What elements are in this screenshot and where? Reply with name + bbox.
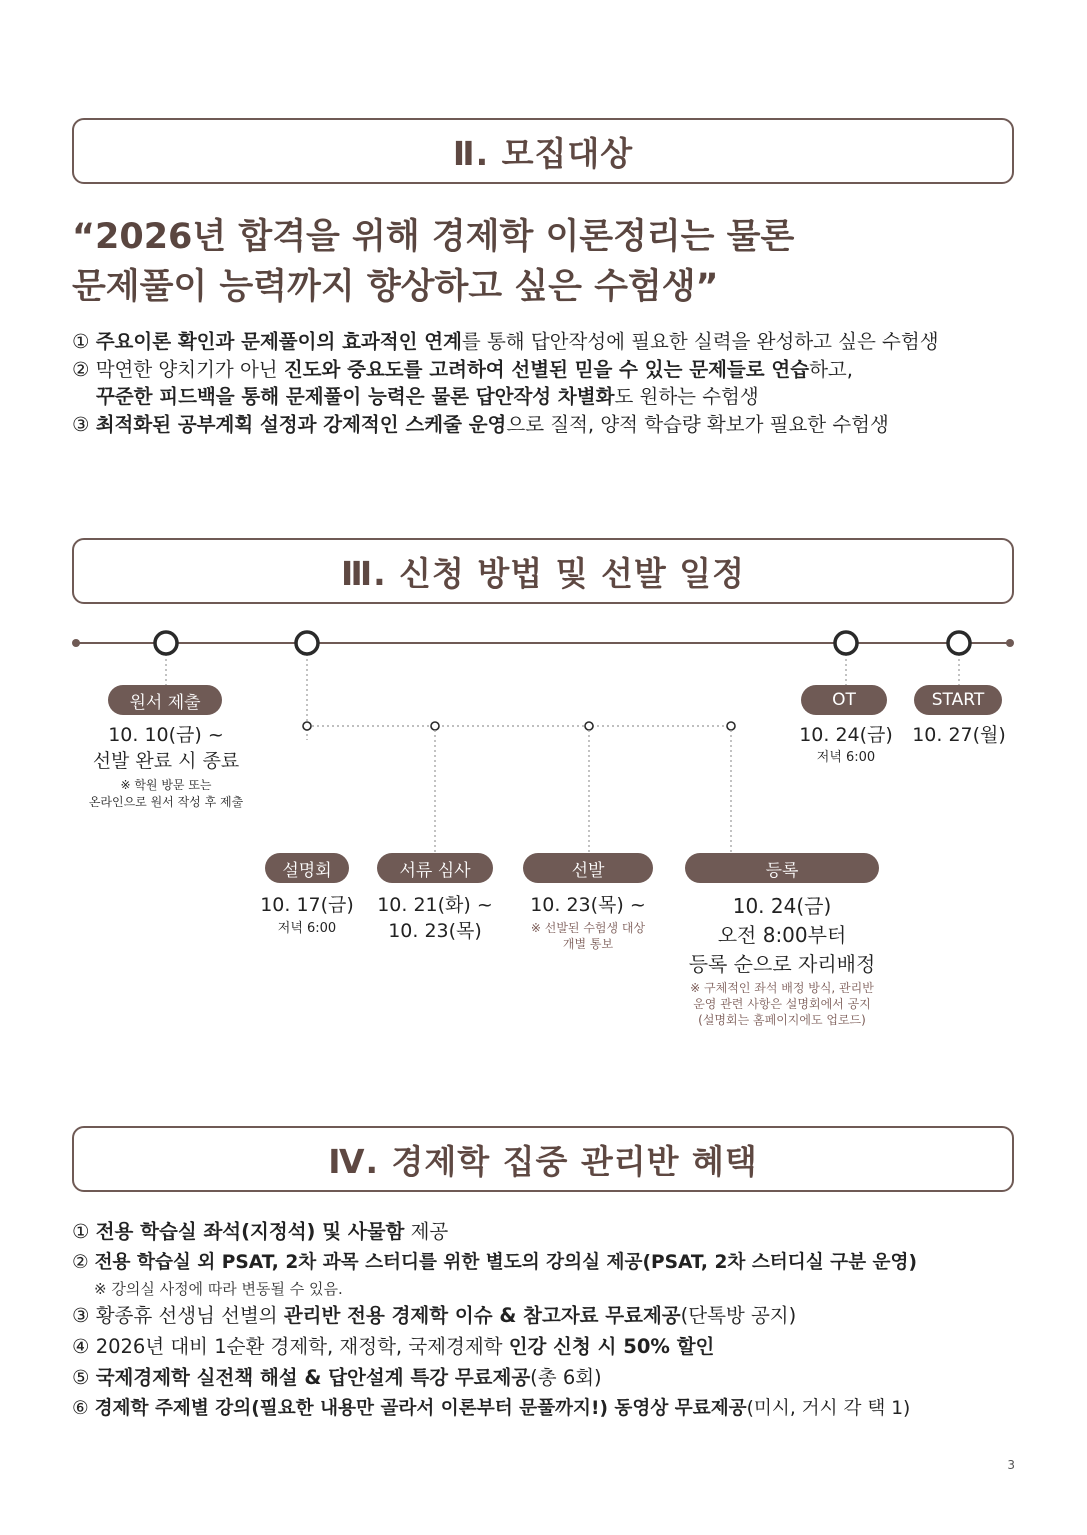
page-number: 3 <box>1007 1458 1015 1472</box>
timeline-start-dot <box>72 639 80 647</box>
benefits-list <box>72 1216 917 1424</box>
list-item: ⑤ 국제경제학 실전책 해설 & 답안설계 특강 무료제공(총 6회) <box>72 1366 602 1389</box>
section-4-header <box>72 1126 1014 1192</box>
review-date: 10. 21(화) ~ 10. 23(목) <box>377 894 493 942</box>
briefing-label: 설명회 <box>265 853 349 883</box>
section-2-header <box>72 118 1014 184</box>
list-item: ② 전용 학습실 외 PSAT, 2차 과목 스터디를 위한 별도의 강의실 제공(PSAT, 2차 스터디실 구분 운영) <box>72 1252 917 1273</box>
list-item: ④ 2026년 대비 1순환 경제학, 재정학, 국제경제학 인강 신청 시 50% 할인 <box>72 1335 715 1358</box>
briefing-branch-node <box>296 632 318 654</box>
briefing-sub-node <box>303 722 311 730</box>
ot-node <box>835 632 857 654</box>
apply-label: 원서 제출 <box>108 685 222 715</box>
list-item: ① 전용 학습실 좌석(지정석) 및 사물함 제공 <box>72 1220 449 1243</box>
review-label: 서류 심사 <box>377 853 493 883</box>
target-list <box>72 328 939 438</box>
timeline-end-dot <box>1006 639 1014 647</box>
select-date: 10. 23(목) ~ <box>530 894 646 916</box>
start-date: 10. 27(월) <box>912 724 1006 746</box>
register-date: 10. 24(금) 오전 8:00부터 등록 순으로 자리배정 <box>688 894 876 976</box>
apply-node <box>155 632 177 654</box>
quote-line-2: 문제풀이 능력까지 향상하고 싶은 수험생” <box>72 267 719 307</box>
select-label: 선발 <box>523 853 653 883</box>
select-note: ※ 선발된 수험생 대상 개별 통보 <box>530 921 646 951</box>
list-item: ③ 황종휴 선생님 선별의 관리반 전용 경제학 이슈 & 참고자료 무료제공(단톡방 공지) <box>72 1304 797 1327</box>
register-label: 등록 <box>685 853 879 883</box>
list-item: ⑥ 경제학 주제별 강의(필요한 내용만 골라서 이론부터 문풀까지!) 동영상 무료제공(미시, 거시 각 택 1) <box>72 1398 911 1419</box>
list-note: ※ 강의실 사정에 따라 변동될 수 있음. <box>94 1280 343 1298</box>
register-sub-node <box>727 722 735 730</box>
briefing-time: 저녁 6:00 <box>277 921 337 936</box>
target-quote <box>72 212 794 312</box>
select-sub-node <box>585 722 593 730</box>
section-3-header <box>72 538 1014 604</box>
apply-note: ※ 학원 방문 또는 온라인으로 원서 작성 후 제출 <box>88 778 244 809</box>
list-item: ② 막연한 양치기가 아닌 진도와 중요도를 고려하여 선별된 믿을 수 있는 문제들로 연습하고, <box>72 357 853 381</box>
start-label: START <box>914 685 1002 715</box>
section-2-title: Ⅱ. 모집대상 <box>452 133 634 173</box>
register-note: ※ 구체적인 좌석 배정 방식, 관리반 운영 관련 사항은 설명회에서 공지 (설명회는 홈페이지에도 업로드) <box>690 981 874 1027</box>
ot-label: OT <box>801 685 887 715</box>
start-node <box>948 632 970 654</box>
section-3-title: Ⅲ. 신청 방법 및 선발 일정 <box>340 553 746 593</box>
ot-time: 저녁 6:00 <box>816 750 876 765</box>
ot-date: 10. 24(금) <box>799 724 893 746</box>
briefing-date: 10. 17(금) <box>260 894 354 916</box>
list-item-continuation: 꾸준한 피드백을 통해 문제풀이 능력은 물론 답안작성 차별화도 원하는 수험생 <box>96 385 759 408</box>
quote-line-1: “2026년 합격을 위해 경제학 이론정리는 물론 <box>72 217 795 257</box>
section-4-title: Ⅳ. 경제학 집중 관리반 혜택 <box>328 1141 758 1181</box>
list-item: ① 주요이론 확인과 문제풀이의 효과적인 연계를 통해 답안작성에 필요한 실력을 완성하고 싶은 수험생 <box>72 330 939 353</box>
apply-date: 10. 10(금) ~ 선발 완료 시 종료 <box>92 724 240 772</box>
list-item: ③ 최적화된 공부계획 설정과 강제적인 스케줄 운영으로 질적, 양적 학습량 확보가 필요한 수험생 <box>72 412 889 436</box>
review-sub-node <box>431 722 439 730</box>
